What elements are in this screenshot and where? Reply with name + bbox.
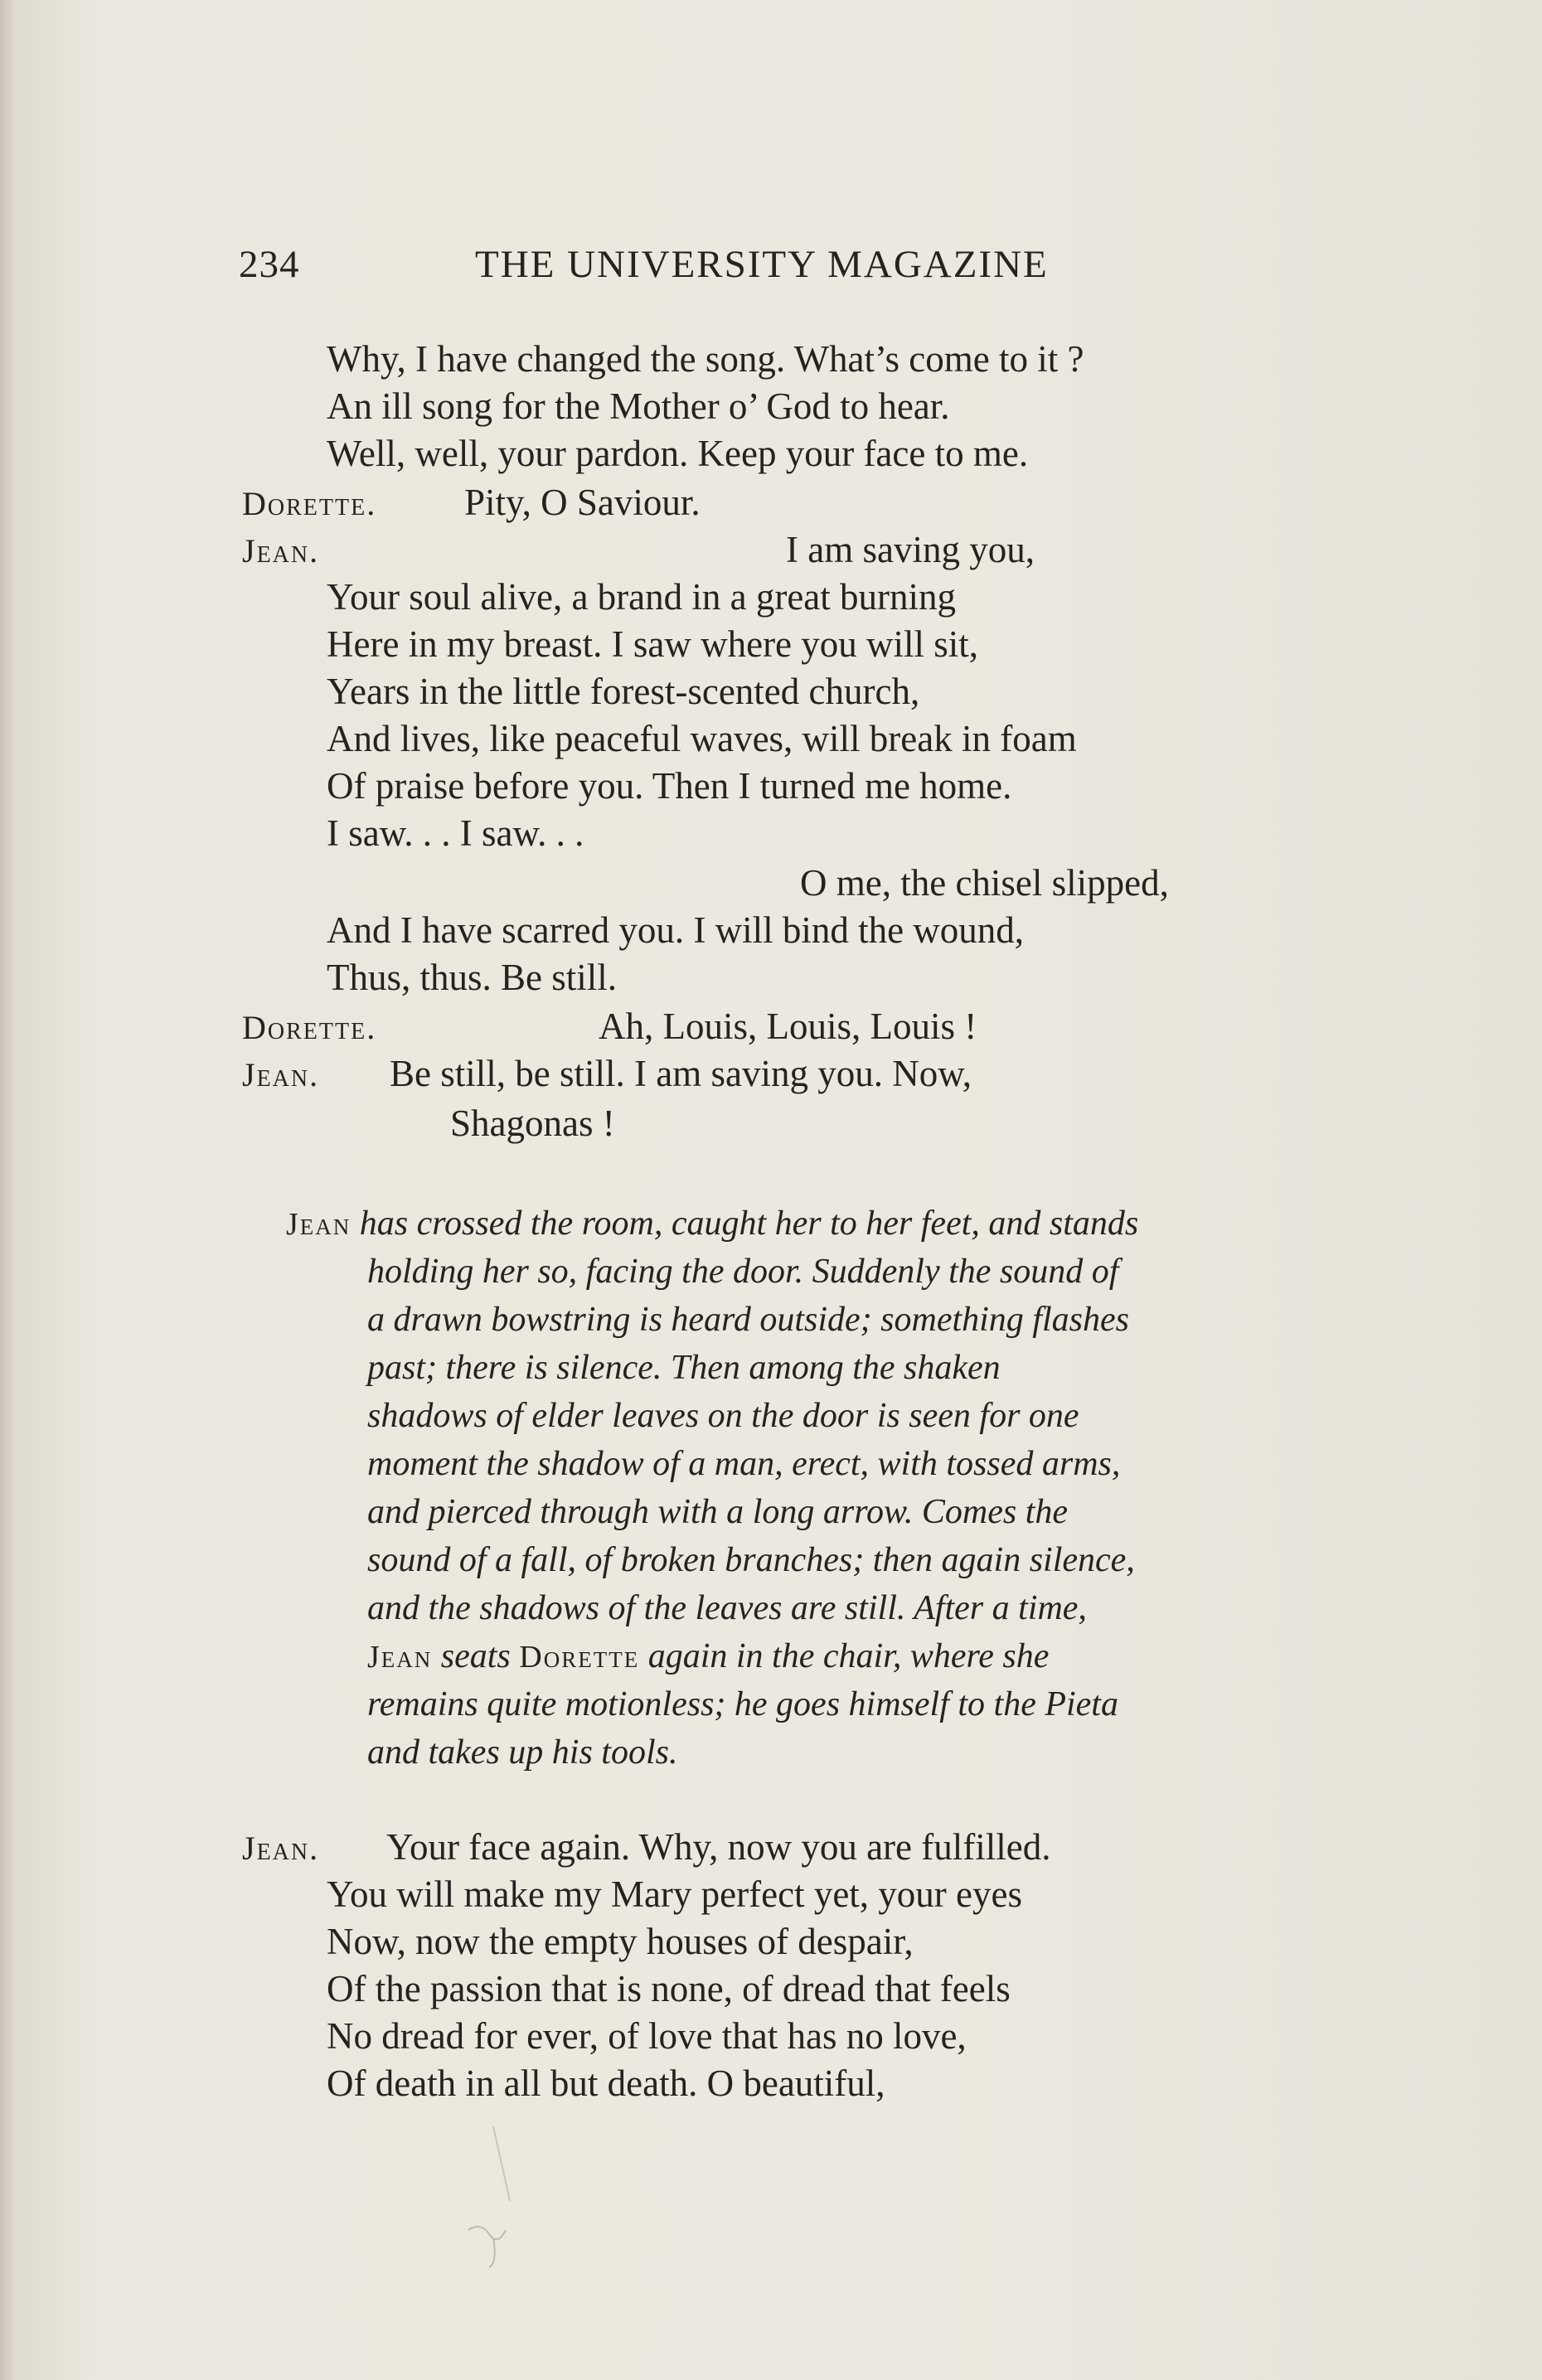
- pencil-scribble: [464, 2205, 531, 2271]
- verse-line: Well, well, your pardon. Keep your face to me.: [327, 433, 1029, 474]
- pencil-mark: [485, 2122, 535, 2205]
- verse-line: Be still, be still. I am saving you. Now,: [390, 1053, 972, 1094]
- journal-title: THE UNIVERSITY MAGAZINE: [475, 243, 1049, 286]
- verse-line: An ill song for the Mother o’ God to hear.: [327, 385, 950, 427]
- speaker-jean: Jean.: [242, 1056, 320, 1093]
- verse-line: Of the passion that is none, of dread that feels: [327, 1968, 1011, 2009]
- verse-line: You will make my Mary perfect yet, your eyes: [327, 1873, 1022, 1915]
- stage-direction-line: Jean has crossed the room, caught her to her feet, and stands: [286, 1205, 1139, 1243]
- verse-line: And lives, like peaceful waves, will break in foam: [327, 718, 1077, 759]
- stage-direction-line: sound of a fall, of broken branches; then again silence,: [367, 1541, 1135, 1579]
- verse-line: Why, I have changed the song. What’s come to it ?: [327, 338, 1084, 380]
- stage-direction-line: and the shadows of the leaves are still. After a time,: [367, 1589, 1087, 1627]
- stage-direction-line: holding her so, facing the door. Suddenly the sound of: [367, 1253, 1119, 1291]
- verse-line: Shagonas !: [450, 1103, 615, 1144]
- verse-line: No dread for ever, of love that has no love,: [327, 2015, 967, 2057]
- page-number: 234: [239, 243, 300, 286]
- speaker-jean: Jean.: [242, 1830, 320, 1867]
- verse-line: I saw. . . I saw. . .: [327, 812, 584, 854]
- speaker-jean: Jean.: [242, 532, 320, 570]
- verse-line: Now, now the empty houses of despair,: [327, 1921, 914, 1962]
- verse-line: Of praise before you. Then I turned me home.: [327, 765, 1012, 807]
- verse-line: Here in my breast. I saw where you will sit,: [327, 623, 979, 665]
- stage-direction-line: Jean seats Dorette again in the chair, where she: [367, 1637, 1050, 1675]
- stage-direction-line: a drawn bowstring is heard outside; something flashes: [367, 1301, 1129, 1339]
- stage-direction-line: shadows of elder leaves on the door is seen for one: [367, 1397, 1079, 1435]
- speaker-dorette: Dorette.: [242, 485, 377, 522]
- stage-direction-line: and takes up his tools.: [367, 1733, 678, 1772]
- speaker-dorette: Dorette.: [242, 1009, 377, 1046]
- verse-line: And I have scarred you. I will bind the wound,: [327, 909, 1025, 951]
- verse-line: Your face again. Why, now you are fulfilled.: [386, 1826, 1051, 1868]
- verse-line: Of death in all but death. O beautiful,: [327, 2063, 885, 2104]
- verse-line: O me, the chisel slipped,: [800, 862, 1169, 904]
- verse-line: Thus, thus. Be still.: [327, 957, 618, 998]
- verse-line: Ah, Louis, Louis, Louis !: [599, 1006, 977, 1047]
- stage-direction-line: and pierced through with a long arrow. Comes the: [367, 1493, 1069, 1531]
- verse-line: Your soul alive, a brand in a great burning: [327, 576, 957, 618]
- verse-line: I am saving you,: [786, 529, 1035, 570]
- stage-direction-line: remains quite motionless; he goes himself to the Pieta: [367, 1685, 1118, 1723]
- verse-line: Pity, O Saviour.: [464, 482, 701, 523]
- verse-line: Years in the little forest-scented church,: [327, 671, 920, 712]
- stage-direction-line: past; there is silence. Then among the shaken: [367, 1349, 1001, 1387]
- stage-direction-line: moment the shadow of a man, erect, with tossed arms,: [367, 1445, 1121, 1483]
- running-head: [239, 242, 1134, 292]
- page-binding-shadow: [0, 0, 17, 2380]
